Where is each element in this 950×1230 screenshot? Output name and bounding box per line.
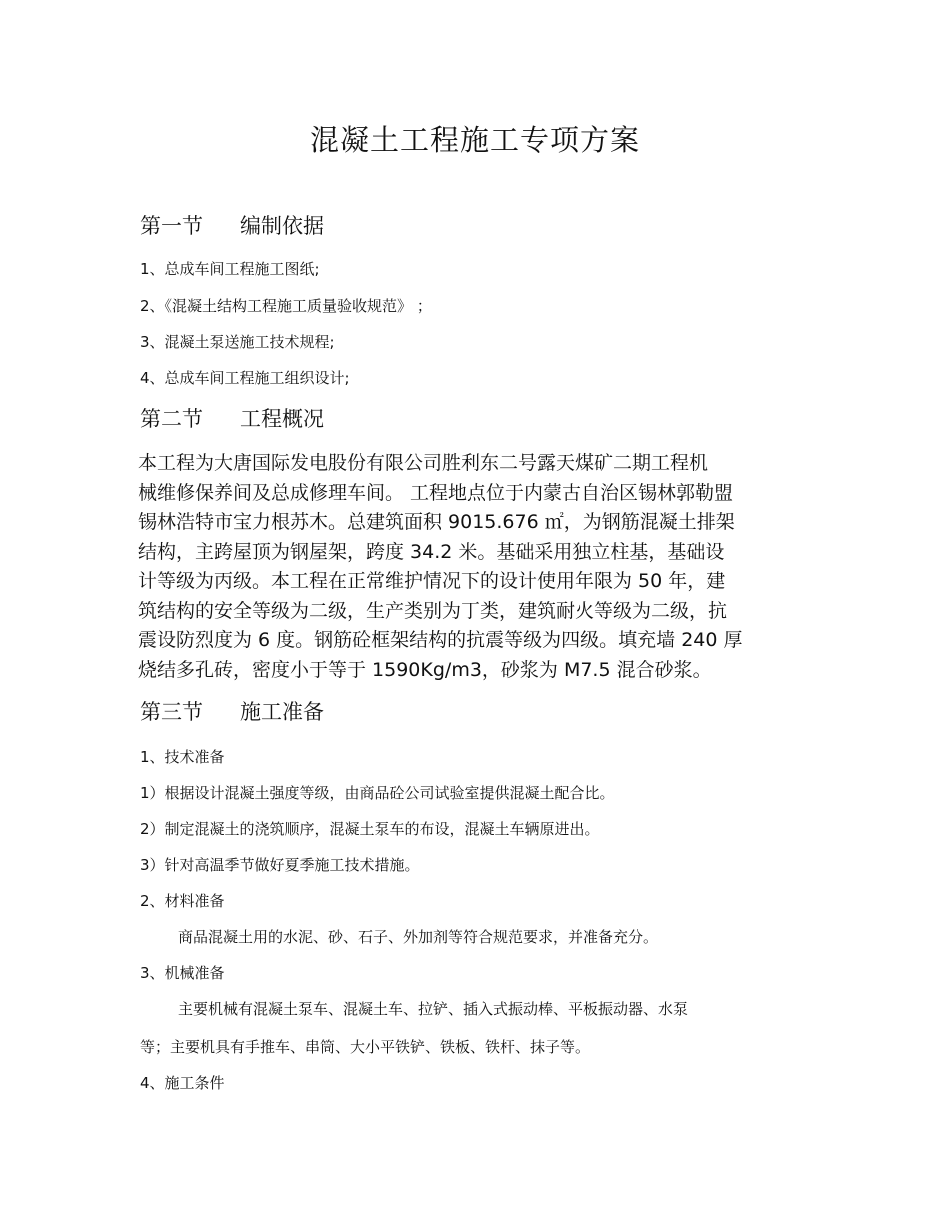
list-item: 2）制定混凝土的浇筑顺序，混凝土泵车的布设，混凝土车辆原进出。 [140, 820, 600, 838]
list-item: 主要机械有混凝土泵车、混凝土车、拉铲、插入式振动棒、平板振动器、水泵 [178, 1000, 689, 1018]
list-item: 4、总成车间工程施工组织设计; [140, 369, 350, 387]
list-item: 1）根据设计混凝土强度等级，由商品砼公司试验室提供混凝土配合比。 [140, 784, 615, 802]
list-item: 3）针对高温季节做好夏季施工技术措施。 [140, 856, 420, 874]
list-item: 2、材料准备 [140, 892, 225, 910]
overview-paragraph [138, 449, 818, 685]
section-number: 第一节 [140, 214, 203, 238]
paragraph-line: 本工程为大唐国际发电股份有限公司胜利东二号露天煤矿二期工程机 [138, 452, 709, 474]
section-number: 第二节 [140, 407, 203, 431]
paragraph-line: 烧结多孔砖，密度小于等于 1590Kg/m3，砂浆为 M7.5 混合砂浆。 [138, 658, 712, 681]
list-item: 1、技术准备 [140, 748, 225, 766]
list-item: 4、施工条件 [140, 1074, 225, 1092]
paragraph-line: 计等级为丙级。本工程在正常维护情况下的设计使用年限为 50 年，建 [138, 570, 726, 592]
section-heading-2 [140, 403, 324, 433]
list-item: 1、总成车间工程施工图纸; [140, 260, 320, 278]
paragraph-line: 结构，主跨屋顶为钢屋架，跨度 34.2 米。基础采用独立柱基，基础设 [138, 540, 725, 563]
paragraph-line: 械维修保养间及总成修理车间。 工程地点位于内蒙古自治区锡林郭勒盟 [138, 481, 734, 504]
paragraph-line: 震设防烈度为 6 度。钢筋砼框架结构的抗震等级为四级。填充墙 240 厚 [138, 629, 743, 651]
document-title: 混凝土工程施工专项方案 [309, 123, 640, 157]
section-number: 第三节 [140, 700, 203, 724]
section-heading-3 [140, 696, 324, 726]
section-heading-1 [140, 210, 324, 240]
list-item: 等；主要机具有手推车、串筒、大小平铁铲、铁板、铁杆、抹子等。 [140, 1038, 591, 1056]
list-item: 商品混凝土用的水泥、砂、石子、外加剂等符合规范要求，并准备充分。 [178, 928, 659, 946]
list-item: 3、混凝土泵送施工技术规程; [140, 333, 335, 351]
paragraph-line: 筑结构的安全等级为二级，生产类别为丁类，建筑耐火等级为二级，抗 [138, 599, 728, 622]
list-item: 3、机械准备 [140, 964, 225, 982]
list-item: 2、《混凝土结构工程施工质量验收规范》 ； [140, 297, 432, 315]
section-name: 工程概况 [240, 407, 324, 431]
section-name: 编制依据 [240, 214, 324, 238]
paragraph-line: 锡林浩特市宝力根苏木。总建筑面积 9015.676 ㎡，为钢筋混凝土排架 [138, 511, 735, 533]
section-name: 施工准备 [240, 700, 324, 724]
